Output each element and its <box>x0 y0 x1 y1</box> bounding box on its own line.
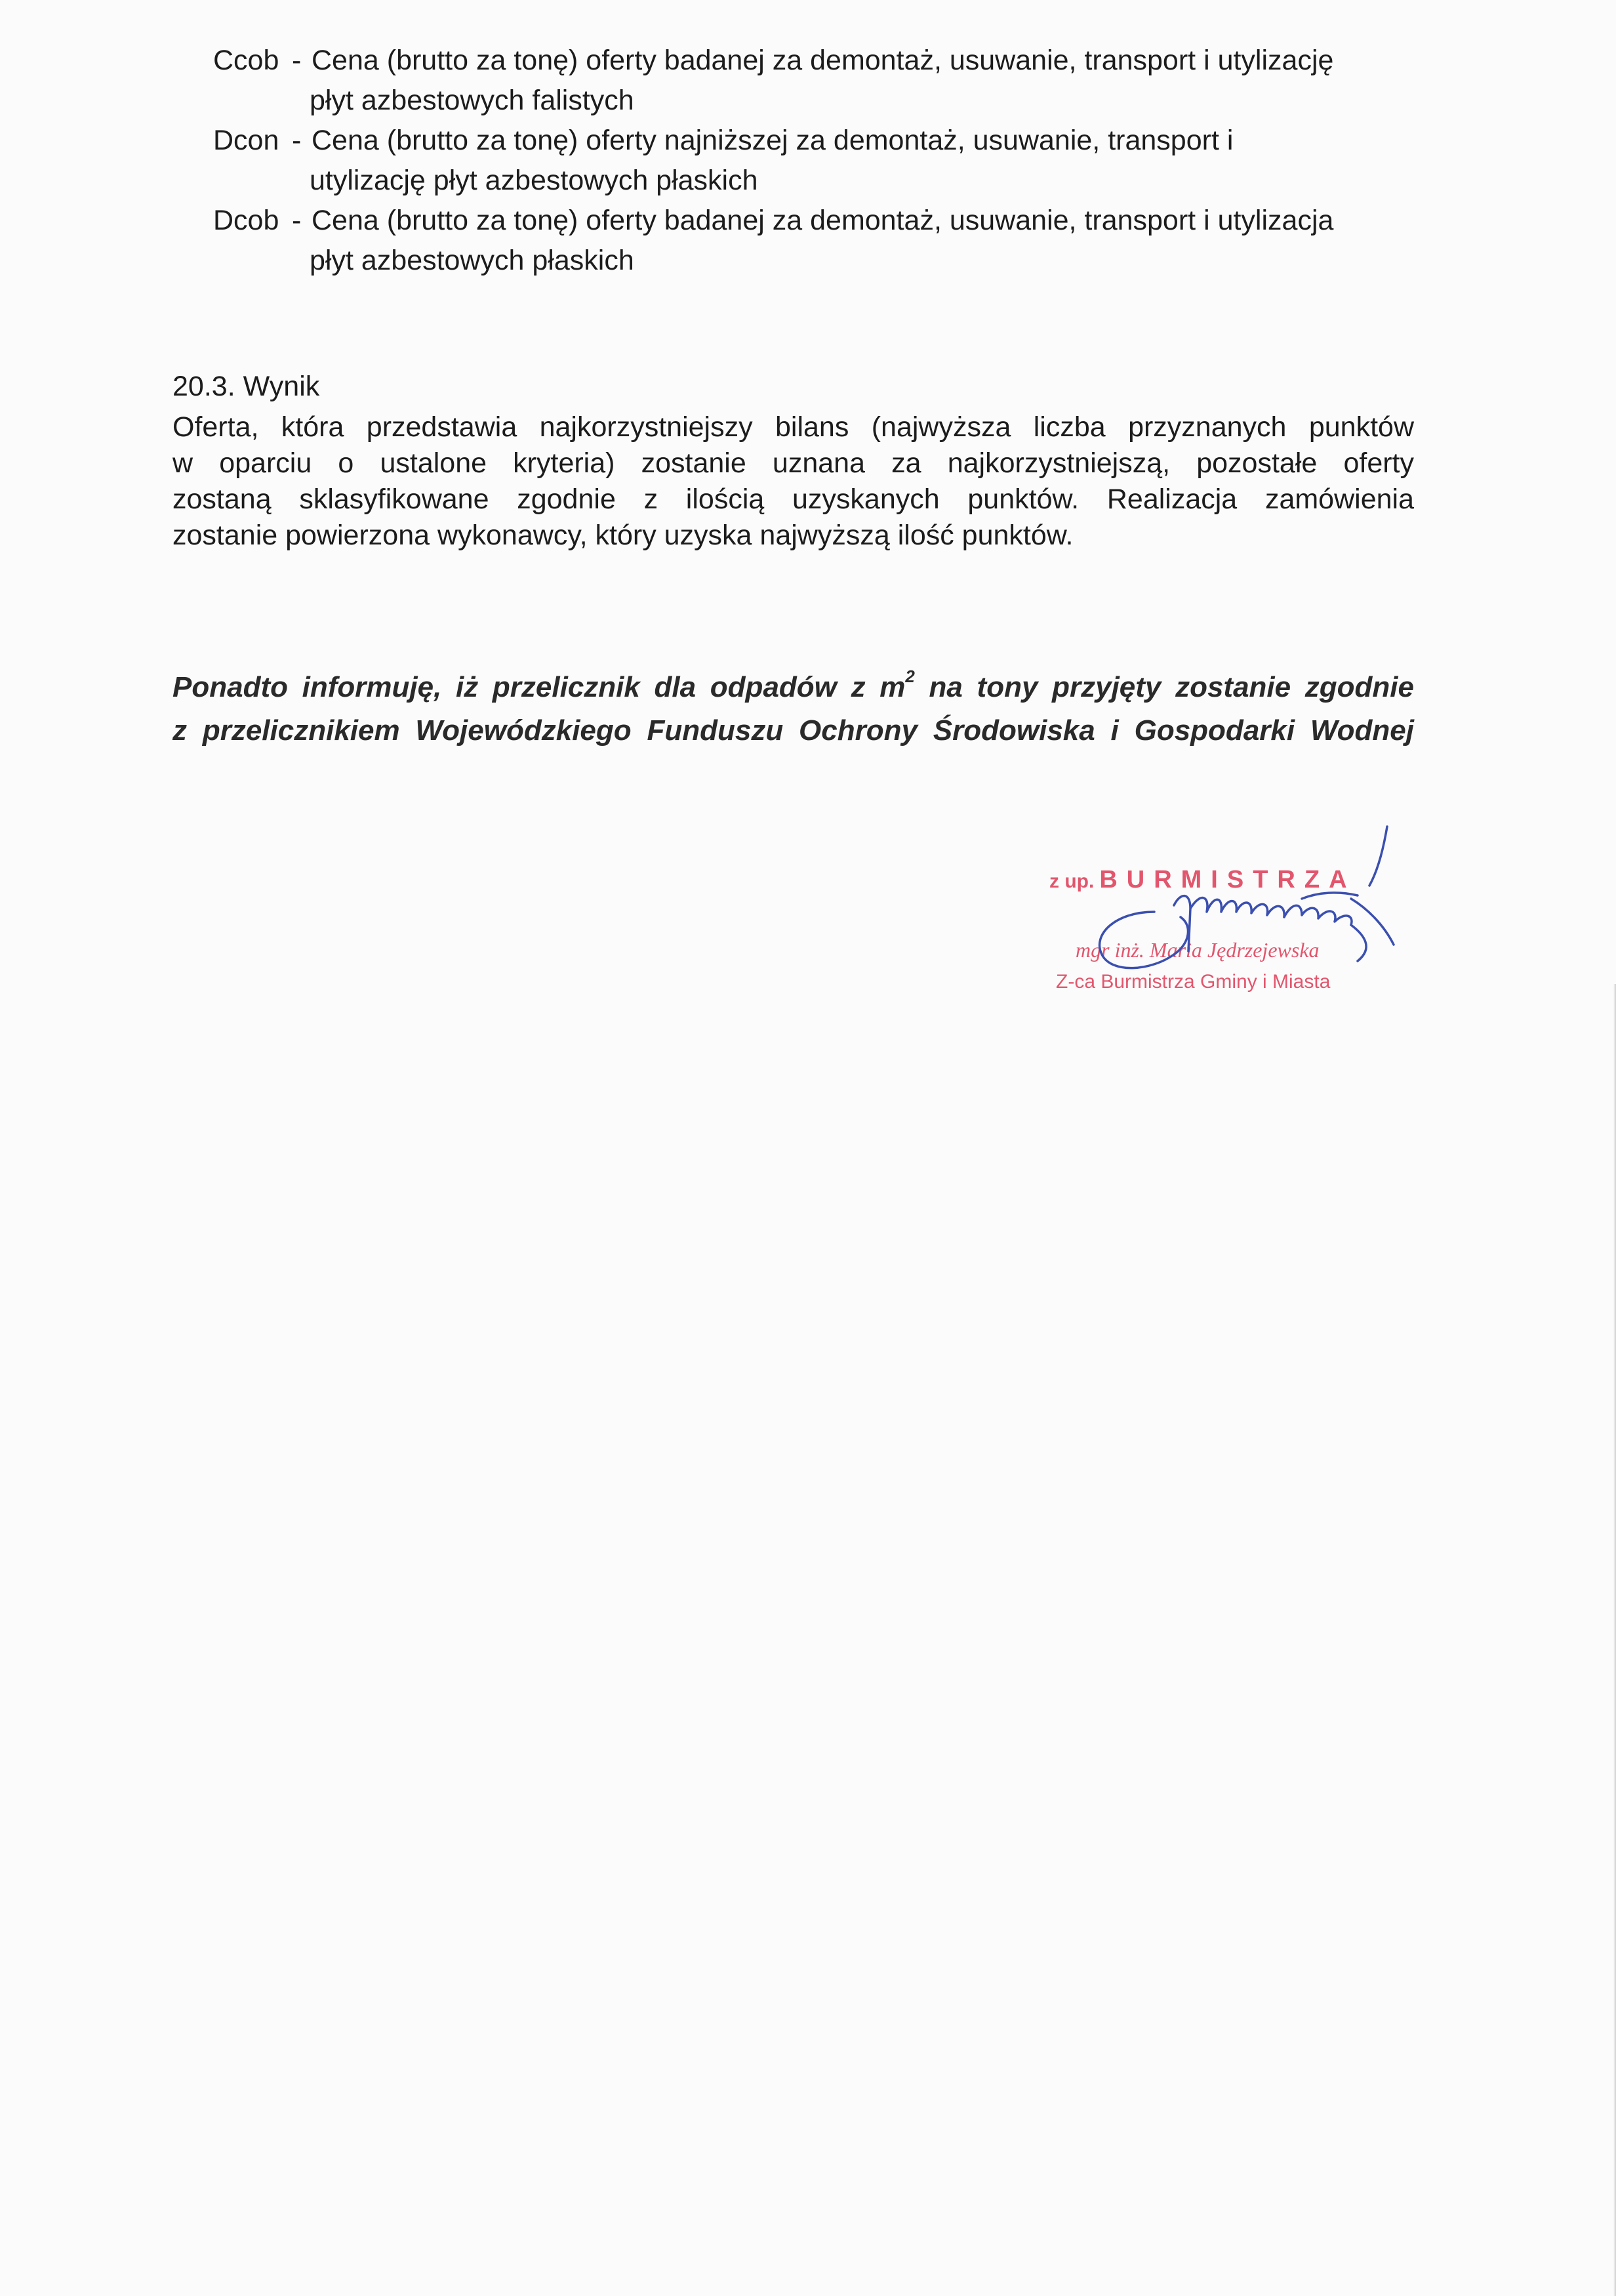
conversion-note-line-1 <box>172 666 1414 709</box>
note-text: na tony przyjęty zostanie zgodnie <box>914 671 1414 703</box>
definition-dcon-continuation: utylizację płyt azbestowych płaskich <box>310 165 758 196</box>
definitions-list <box>213 41 1459 281</box>
definition-text: Cena (brutto za tonę) oferty badanej za demontaż, usuwanie, transport i utylizacja <box>312 205 1334 236</box>
note-text: Ponadto informuję, iż przelicznik dla odpadów z m <box>172 671 906 703</box>
section-body <box>172 409 1414 554</box>
definition-ccob-continuation: płyt azbestowych falistych <box>310 85 634 116</box>
definition-dash: - <box>292 205 302 236</box>
definition-code: Ccob <box>213 45 279 76</box>
scan-edge-shadow <box>1613 984 1616 2296</box>
stamp-prefix: z up. <box>1049 871 1095 892</box>
stamp-name: mgr inż. Maria Jędrzejewska <box>1076 938 1320 962</box>
section-result <box>172 367 1414 554</box>
section-body-line: zostaną sklasyfikowane zgodnie z ilością uzyskanych punktów. Realizacja zamówienia <box>172 483 1414 515</box>
definition-dcon <box>213 121 1459 161</box>
definition-code: Dcob <box>213 205 279 236</box>
definition-code: Dcon <box>213 125 279 156</box>
definition-ccob <box>213 41 1459 81</box>
section-body-line: w oparciu o ustalone kryteria) zostanie uznana za najkorzystniejszą, pozostałe oferty <box>172 447 1414 479</box>
section-body-line: Oferta, która przedstawia najkorzystniejszy bilans (najwyższa liczba przyznanych punktów <box>172 411 1414 443</box>
conversion-note-line-2: z przelicznikiem Wojewódzkiego Funduszu Ochrony Środowiska i Gospodarki Wodnej <box>172 714 1414 747</box>
note-superscript: 2 <box>905 666 915 686</box>
conversion-note <box>172 666 1414 752</box>
definition-text: Cena (brutto za tonę) oferty badanej za demontaż, usuwanie, transport i utylizację <box>312 45 1334 76</box>
section-title: 20.3. Wynik <box>172 371 320 402</box>
section-body-line: zostanie powierzona wykonawcy, który uzyska najwyższą ilość punktów. <box>172 520 1074 551</box>
definition-dcob-continuation: płyt azbestowych płaskich <box>310 245 634 276</box>
definition-dash: - <box>292 125 302 156</box>
stamp-title: BURMISTRZA <box>1099 866 1356 893</box>
stamp-role: Z-ca Burmistrza Gminy i Miasta <box>1056 971 1331 993</box>
official-stamp <box>1049 866 1417 1017</box>
definition-dash: - <box>292 45 302 76</box>
definition-text: Cena (brutto za tonę) oferty najniższej za demontaż, usuwanie, transport i <box>312 125 1234 156</box>
stamp-title-line <box>1049 866 1356 894</box>
definition-dcob <box>213 201 1459 241</box>
